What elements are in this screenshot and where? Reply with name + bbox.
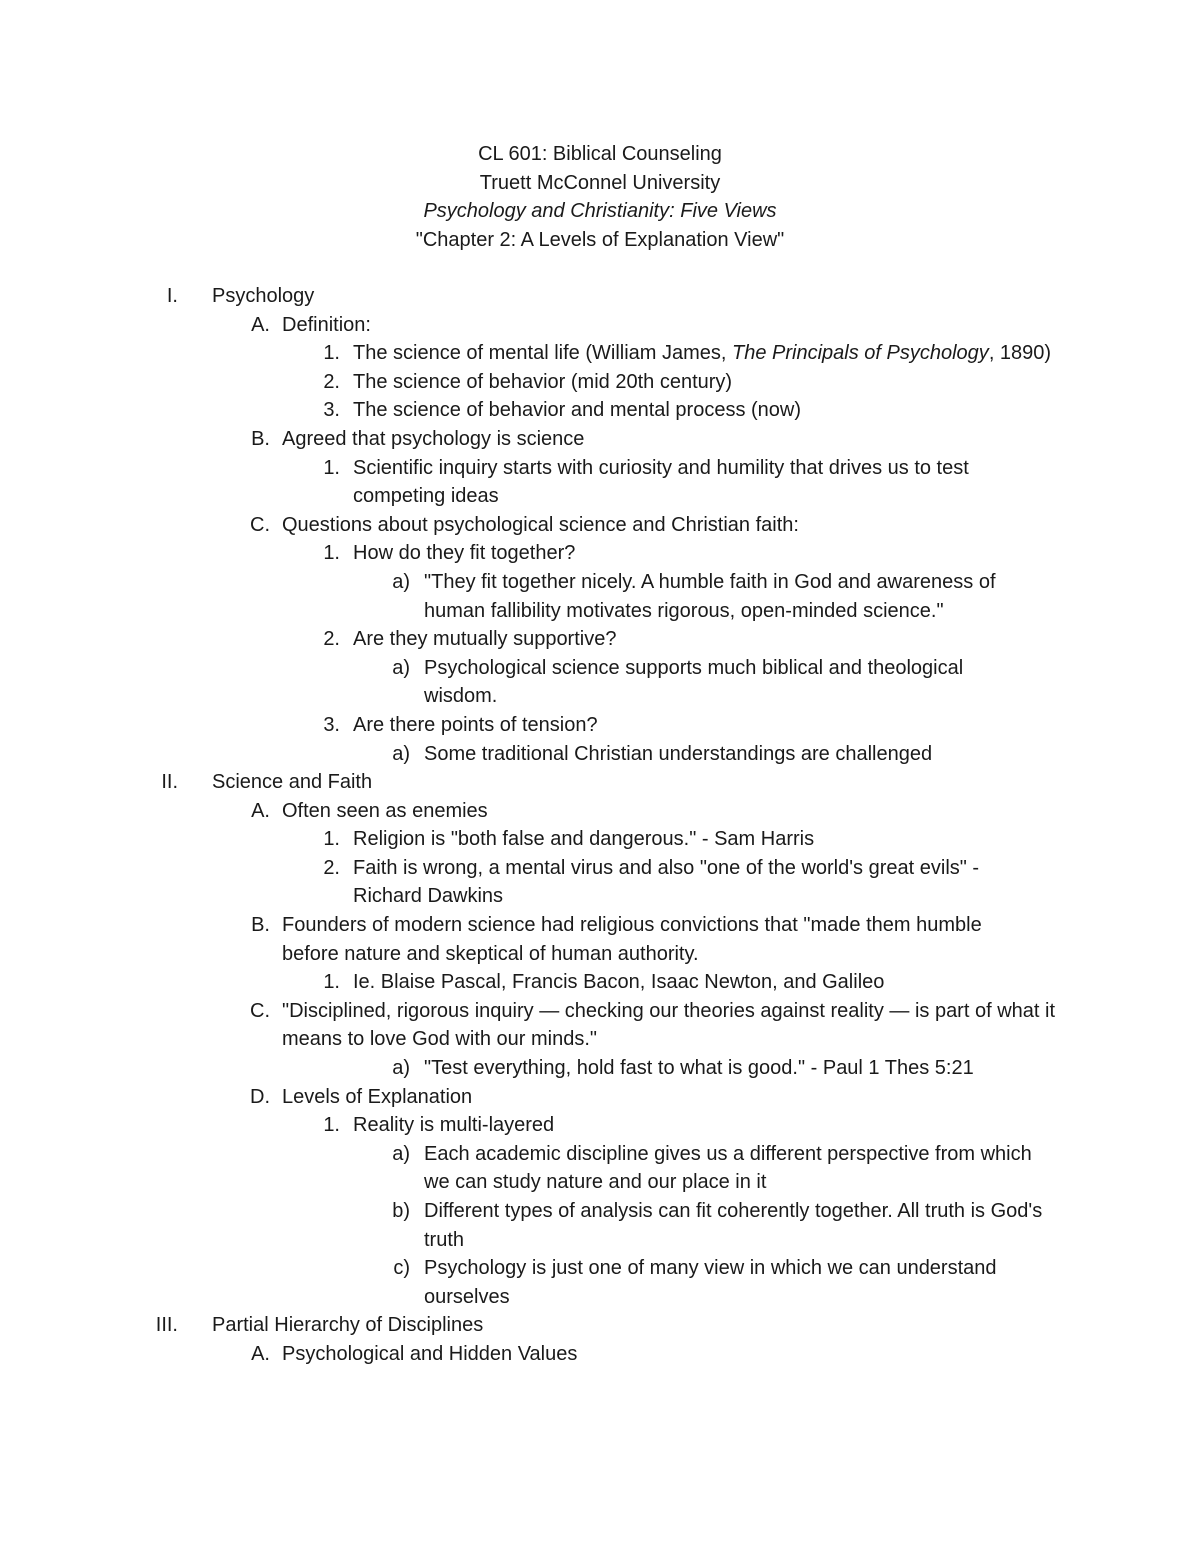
university-name: Truett McConnel University	[479, 171, 721, 194]
item-marker: D.	[250, 1085, 270, 1108]
item-text: Each academic discipline gives us a different perspective from which we can study nature and our place in it	[424, 1142, 1032, 1194]
section-marker: III.	[155, 1314, 178, 1337]
item-marker: 1.	[323, 342, 340, 365]
outline-item	[0, 1054, 1200, 1083]
outline-item	[0, 339, 1200, 368]
outline-item	[0, 368, 1200, 397]
outline-section-2	[0, 768, 1200, 797]
outline-item	[0, 997, 1200, 1054]
item-marker: B.	[251, 427, 270, 450]
item-text: Faith is wrong, a mental virus and also "one of the world's great evils" - Richard Dawkins	[353, 856, 980, 908]
item-marker: C.	[250, 513, 270, 536]
outline-item	[0, 425, 1200, 454]
item-text: Agreed that psychology is science	[282, 427, 585, 450]
outline-item	[0, 625, 1200, 654]
item-text: Reality is multi-layered	[353, 1114, 555, 1137]
outline-item	[0, 1197, 1200, 1254]
item-marker: c)	[393, 1257, 410, 1280]
outline-item	[0, 539, 1200, 568]
course-title: CL 601: Biblical Counseling	[478, 143, 722, 165]
section-title: Partial Hierarchy of Disciplines	[212, 1314, 484, 1337]
section-title: Science and Faith	[212, 771, 373, 794]
item-marker: A.	[251, 799, 270, 822]
item-text: Psychology is just one of many view in which we can understand ourselves	[424, 1257, 997, 1308]
outline-item	[0, 911, 1200, 968]
item-marker: 2.	[323, 628, 340, 651]
outline-item	[0, 854, 1200, 911]
item-text-part: , 1890)	[988, 342, 1052, 365]
item-text: Levels of Explanation	[282, 1085, 473, 1108]
item-marker: a)	[392, 1057, 410, 1080]
section-title: Psychology	[212, 285, 315, 307]
item-marker: B.	[251, 914, 270, 937]
outline-item	[0, 825, 1200, 854]
item-text: Questions about psychological science and Christian faith:	[282, 513, 799, 536]
item-marker: a)	[392, 742, 410, 765]
item-marker: 1.	[323, 542, 340, 565]
item-marker: 2.	[323, 856, 340, 879]
section-marker: II.	[161, 771, 178, 794]
item-marker: A.	[251, 1342, 270, 1365]
item-text: The science of behavior (mid 20th century)	[353, 370, 733, 393]
outline-item	[0, 1111, 1200, 1140]
item-text: Are they mutually supportive?	[353, 628, 617, 651]
book-title: Psychology and Christianity: Five Views	[423, 200, 777, 223]
item-marker: a)	[392, 570, 410, 593]
outline-item	[0, 511, 1200, 540]
item-marker: 3.	[323, 399, 340, 422]
item-marker: 1.	[323, 828, 340, 851]
item-text: Often seen as enemies	[282, 799, 488, 822]
item-text: Founders of modern science had religious convictions that "made them humble before nature and skeptical of human authority.	[282, 914, 982, 965]
outline-item	[0, 654, 1200, 711]
outline-item	[0, 311, 1200, 340]
item-text: Are there points of tension?	[353, 713, 598, 736]
item-text: Scientific inquiry starts with curiosity and humility that drives us to test competing ideas	[353, 456, 969, 508]
item-marker: A.	[251, 313, 270, 336]
item-text: Definition:	[282, 313, 371, 336]
outline-item	[0, 568, 1200, 625]
chapter-title: "Chapter 2: A Levels of Explanation View"	[415, 228, 785, 251]
item-marker: 1.	[323, 456, 340, 479]
item-text: Some traditional Christian understandings are challenged	[424, 742, 933, 765]
book-reference: The Principals of Psychology	[732, 342, 989, 365]
outline-item	[0, 1340, 1200, 1369]
outline-item	[0, 454, 1200, 511]
outline-item	[0, 1140, 1200, 1197]
outline-item	[0, 711, 1200, 740]
item-marker: b)	[392, 1200, 410, 1222]
outline-item	[0, 396, 1200, 425]
outline-section-3	[0, 1311, 1200, 1340]
outline-item	[0, 1254, 1200, 1311]
item-text: How do they fit together?	[353, 542, 576, 565]
item-text: Different types of analysis can fit coherently together. All truth is God's truth	[424, 1200, 1043, 1251]
item-text: Psychological and Hidden Values	[282, 1342, 578, 1365]
outline-section-1	[0, 282, 1200, 311]
item-marker: 1.	[323, 1114, 340, 1137]
item-marker: C.	[250, 999, 270, 1022]
item-text: "They fit together nicely. A humble faith in God and awareness of human fallibility motivates rigorous, open-minded science."	[424, 570, 996, 622]
outline-item	[0, 1083, 1200, 1112]
item-marker: a)	[392, 656, 410, 679]
outline	[0, 282, 1200, 1369]
outline-item	[0, 740, 1200, 769]
item-text-part: The science of mental life (William James,	[353, 342, 733, 365]
outline-item	[0, 797, 1200, 826]
item-text: Ie. Blaise Pascal, Francis Bacon, Isaac Newton, and Galileo	[353, 971, 885, 994]
item-text	[353, 339, 1053, 368]
item-text: "Disciplined, rigorous inquiry — checking our theories against reality — is part of what it means to love God with our minds."	[282, 999, 1055, 1051]
item-text: The science of behavior and mental process (now)	[353, 399, 802, 422]
item-marker: 1.	[323, 971, 340, 994]
item-marker: 3.	[323, 713, 340, 736]
section-marker: I.	[166, 285, 178, 307]
outline-item	[0, 968, 1200, 997]
item-marker: 2.	[323, 370, 340, 393]
item-text: "Test everything, hold fast to what is good." - Paul 1 Thes 5:21	[424, 1057, 974, 1080]
item-text: Religion is "both false and dangerous." - Sam Harris	[353, 828, 815, 851]
item-text: Psychological science supports much biblical and theological wisdom.	[424, 656, 964, 708]
document-header	[0, 140, 1200, 254]
item-marker: a)	[392, 1142, 410, 1165]
